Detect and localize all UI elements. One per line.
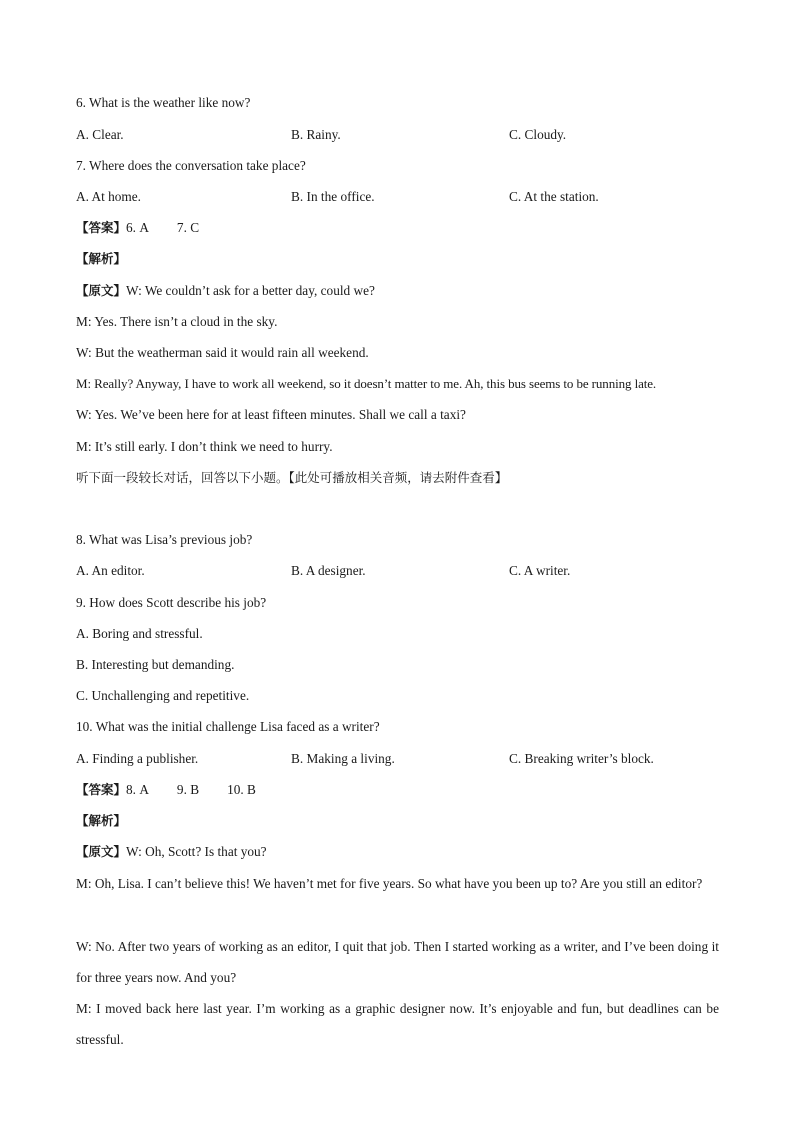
option-c: C. Cloudy. — [509, 127, 567, 142]
question-7-options — [76, 189, 719, 205]
question-10: 10. What was the initial challenge Lisa faced as a writer? — [76, 719, 380, 734]
analysis-tag-2: 【解析】 — [76, 813, 127, 828]
option-b: B. A designer. — [291, 563, 366, 578]
answer-line-1 — [76, 220, 199, 236]
answer-tag: 【答案】 — [76, 220, 127, 235]
transcript-line — [76, 844, 267, 860]
answer-item: 9. B — [176, 782, 200, 797]
transcript-text: W: We couldn’t ask for a better day, could we? — [126, 283, 375, 298]
transcript-line: W: But the weatherman said it would rain all weekend. — [76, 345, 369, 360]
question-9: 9. How does Scott describe his job? — [76, 595, 267, 610]
question-10-options — [76, 751, 719, 767]
question-6-options — [76, 127, 719, 143]
question-8: 8. What was Lisa’s previous job? — [76, 532, 253, 547]
transcript-paragraph: M: I moved back here last year. I’m working as a graphic designer now. It’s enjoyable and fun, but deadlines can be stressful. — [76, 1001, 719, 1047]
answer-item: 8. A — [126, 782, 149, 797]
transcript-tag: 【原文】 — [76, 844, 127, 859]
option-b: B. In the office. — [291, 189, 375, 204]
option-a: A. Finding a publisher. — [76, 751, 199, 766]
option-c: C. At the station. — [509, 189, 599, 204]
option-a: A. At home. — [76, 189, 142, 204]
answer-item: 6. A — [126, 220, 149, 235]
question-6: 6. What is the weather like now? — [76, 95, 251, 110]
analysis-tag-1: 【解析】 — [76, 251, 127, 266]
answer-tag: 【答案】 — [76, 782, 127, 797]
answer-line-2 — [76, 782, 256, 798]
transcript-text: W: Oh, Scott? Is that you? — [126, 844, 267, 859]
transcript-paragraph: M: Oh, Lisa. I can’t believe this! We haven’t met for five years. So what have you been up to? Are you still an editor? — [76, 876, 703, 891]
transcript-line: M: Really? Anyway, I have to work all weekend, so it doesn’t matter to me. Ah, this bus seems to be running late. — [76, 376, 657, 391]
answer-item: 7. C — [176, 220, 200, 235]
transcript-tag: 【原文】 — [76, 283, 127, 298]
transcript-line — [76, 283, 375, 299]
question-7: 7. Where does the conversation take place? — [76, 158, 306, 173]
listening-instruction: 听下面一段较长对话，回答以下小题。【此处可播放相关音频，请去附件查看】 — [76, 470, 508, 485]
option-a: A. Boring and stressful. — [76, 626, 203, 641]
transcript-line: M: It’s still early. I don’t think we need to hurry. — [76, 439, 333, 454]
option-a: A. An editor. — [76, 563, 145, 578]
question-8-options — [76, 563, 719, 579]
option-b: B. Interesting but demanding. — [76, 657, 235, 672]
option-b: B. Making a living. — [291, 751, 395, 766]
option-c: C. Unchallenging and repetitive. — [76, 688, 250, 703]
transcript-line: W: Yes. We’ve been here for at least fifteen minutes. Shall we call a taxi? — [76, 407, 466, 422]
transcript-paragraph: W: No. After two years of working as an editor, I quit that job. Then I started working as a writer, and I’ve been doing it for three years now. And you? — [76, 939, 719, 985]
option-c: C. Breaking writer’s block. — [509, 751, 654, 766]
option-b: B. Rainy. — [291, 127, 341, 142]
transcript-line: M: Yes. There isn’t a cloud in the sky. — [76, 314, 278, 329]
answer-item: 10. B — [227, 782, 256, 797]
option-a: A. Clear. — [76, 127, 124, 142]
option-c: C. A writer. — [509, 563, 571, 578]
